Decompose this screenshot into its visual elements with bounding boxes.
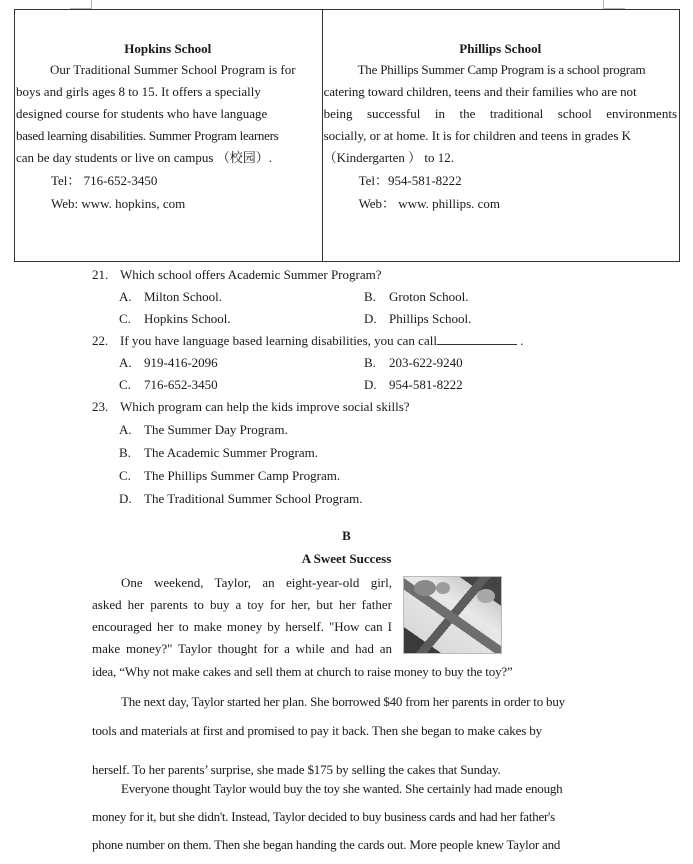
question-23: 23. Which program can help the kids improve social skills?	[92, 399, 410, 414]
option-23-a[interactable]: A. The Summer Day Program.	[119, 422, 288, 437]
question-22-options-row-2	[92, 374, 652, 396]
question-21-options-row-1	[92, 286, 652, 308]
option-22-c[interactable]: C. 716-652-3450	[119, 377, 218, 392]
phillips-tel: Tel：954-581-8222	[358, 173, 462, 188]
questions-section	[92, 264, 652, 510]
gift-box-photo	[403, 576, 502, 654]
question-22-options-row-1	[92, 352, 652, 374]
story-paragraph-1: One weekend, Taylor, an eight-year-old girl, asked her parents to buy a toy for her, but her father encouraged her to make money by herself. "How can I make money?" Taylor thought for a while and had an	[92, 575, 392, 656]
option-22-d[interactable]: D. 954-581-8222	[364, 377, 463, 392]
option-22-b[interactable]: B. 203-622-9240	[364, 355, 463, 370]
phillips-school-ad	[323, 10, 679, 261]
hopkins-school-ad	[15, 10, 323, 261]
question-22: 22. If you have language based learning disabilities, you can call .	[92, 333, 524, 348]
story-paragraph-1-end: idea, “Why not make cakes and sell them at church to raise money to buy the toy?”	[92, 664, 513, 679]
question-21-options-row-2	[92, 308, 652, 330]
hopkins-web: Web: www. hopkins, com	[51, 196, 186, 211]
option-23-d[interactable]: D. The Traditional Summer School Program.	[119, 491, 363, 506]
phillips-web: Web： www. phillips. com	[358, 196, 501, 211]
phillips-description: The Phillips Summer Camp Program is a school program catering toward children, teens and their families who are not being successful in the traditional school environments socially, or at home. It is for children and teens in grades K （Kindergarten ） to 12.	[323, 62, 677, 165]
page-corner-mark-right	[603, 0, 625, 9]
story-paragraph-3: Everyone thought Taylor would buy the toy she wanted. She certainly had made enough money for it, but she didn't. Instead, Taylor decided to buy business cards and had her father's phone number on them. Then she began handing the cards out. More people knew Taylor and	[92, 781, 563, 852]
page-corner-mark-left	[70, 0, 92, 9]
option-23-b[interactable]: B. The Academic Summer Program.	[119, 445, 319, 460]
story-paragraph-2-cont: herself. To her parents’ surprise, she made $175 by selling the cakes that Sunday.	[92, 762, 501, 777]
hopkins-description: Our Traditional Summer School Program is for boys and girls ages 8 to 15. It offers a specially designed course for students who have language based learning disabilities. Summer Program learners can be day students or live on campus （校园）.	[16, 62, 296, 165]
hopkins-tel: Tel： 716-652-3450	[51, 173, 158, 188]
school-ads-table	[14, 9, 680, 262]
story-title: A Sweet Success	[301, 551, 392, 566]
option-22-a[interactable]: A. 919-416-2096	[119, 355, 218, 370]
story-paragraph-2: The next day, Taylor started her plan. She borrowed $40 from her parents in order to buy tools and materials at first and promised to pay it back. Then she began to make cakes by	[92, 694, 565, 738]
option-21-b[interactable]: B. Groton School.	[364, 289, 469, 304]
answer-blank[interactable]	[437, 331, 517, 345]
question-21: 21. Which school offers Academic Summer Program?	[92, 267, 382, 282]
option-21-a[interactable]: A. Milton School.	[119, 289, 223, 304]
option-21-d[interactable]: D. Phillips School.	[364, 311, 472, 326]
phillips-title: Phillips School	[459, 41, 542, 56]
option-21-c[interactable]: C. Hopkins School.	[119, 311, 231, 326]
section-b-label: B	[342, 528, 351, 543]
hopkins-title: Hopkins School	[124, 41, 212, 56]
option-23-c[interactable]: C. The Phillips Summer Camp Program.	[119, 468, 341, 483]
